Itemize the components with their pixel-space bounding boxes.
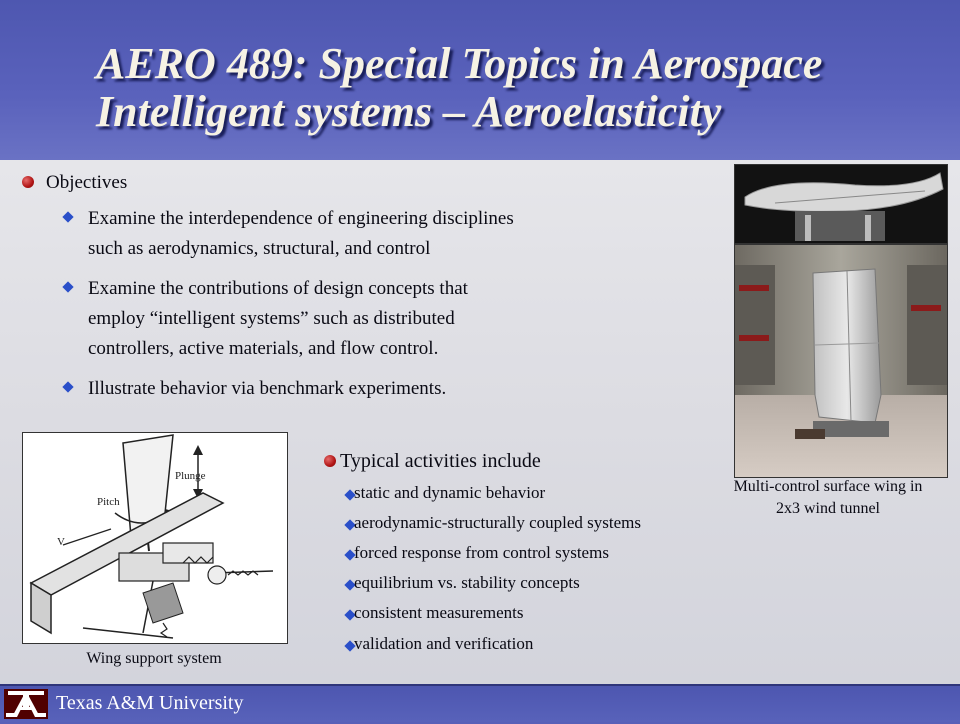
wing-diagram-svg [23,433,287,643]
objective-2-line-2: employ “intelligent systems” such as distributed [88,308,455,329]
wing-support-diagram [22,432,288,644]
objectives-bullet [22,176,34,188]
tamu-logo-icon [4,689,48,719]
university-name: Texas A&M University [56,692,244,714]
activity-item-1: static and dynamic behavior [354,483,546,502]
wing-top-photo-svg [735,165,947,243]
objectives-heading: Objectives [46,172,128,193]
title-line-2: Intelligent systems – Aeroelasticity [96,87,722,136]
objective-1-line-2: such as aerodynamics, structural, and control [88,238,431,259]
activity-item-2: aerodynamic-structurally coupled systems [354,513,642,532]
pitch-label: Pitch [97,496,120,508]
slide-header [0,0,960,160]
activity-item-6: validation and verification [354,634,534,653]
activity-item-3: forced response from control systems [354,543,609,562]
objective-2-line-1: Examine the contributions of design concepts that [88,278,468,299]
activities-heading: Typical activities include [340,450,541,472]
slide-title [96,40,936,136]
v-label: V [57,536,65,548]
plunge-label: Plunge [175,470,206,482]
wind-tunnel-photo [734,244,948,478]
objective-1-line-1: Examine the interdependence of engineering disciplines [88,208,514,229]
diagram-caption: Wing support system [86,650,222,667]
activities-bullet [324,455,336,467]
activity-item-5: consistent measurements [354,603,524,622]
photo-caption-line-1: Multi-control surface wing in [733,478,923,495]
wind-tunnel-photo-svg [735,245,947,477]
photo-caption-line-2: 2x3 wind tunnel [776,500,880,517]
activity-item-4: equilibrium vs. stability concepts [354,573,580,592]
objective-2-line-3: controllers, active materials, and flow control. [88,338,439,359]
objective-3-line-1: Illustrate behavior via benchmark experiments. [88,378,447,399]
title-line-1: AERO 489: Special Topics in Aerospace [96,39,823,88]
slide-footer [0,684,960,722]
wing-top-photo [734,164,948,244]
